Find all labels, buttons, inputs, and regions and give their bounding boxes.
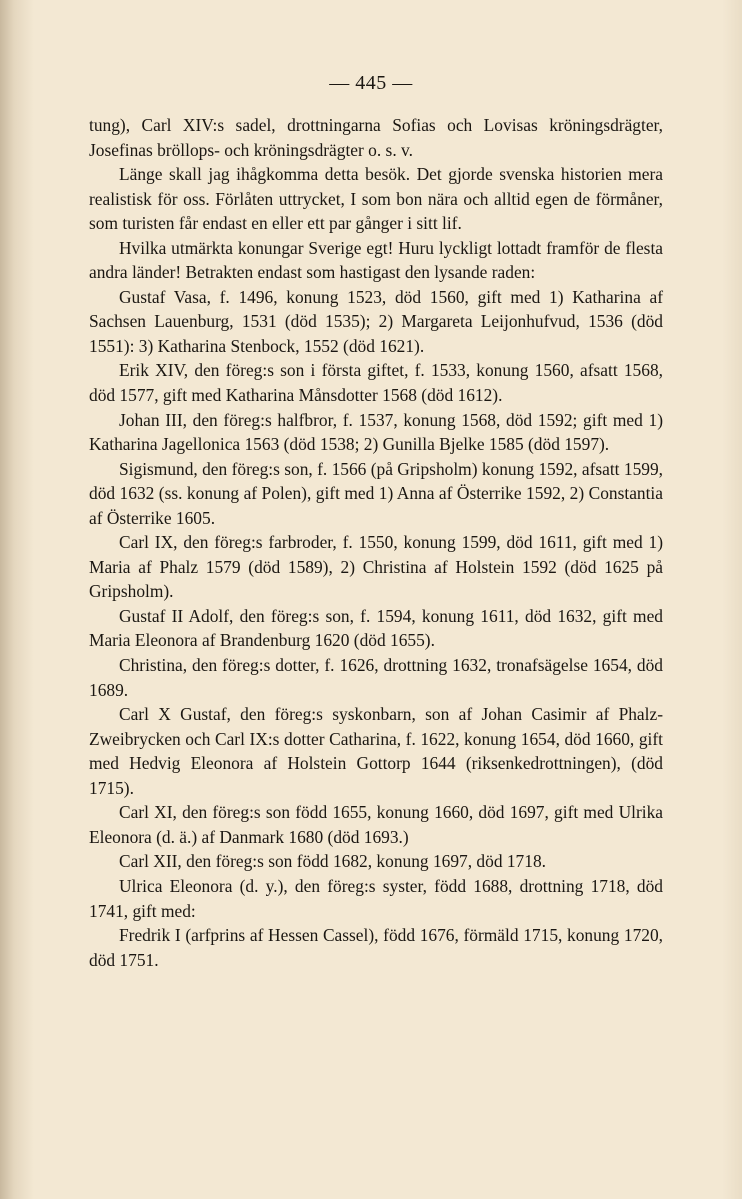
body-text: [89, 113, 663, 972]
paragraph-visit: Länge skall jag ihågkomma detta besök. Det gjorde svenska historien mera realistisk för oss. Förlåten uttrycket, I som bon nära och alltid egen de förmåner, som turisten får endast en eller ett par gånger i sitt lif.: [89, 164, 663, 234]
paragraph-continuation: tung), Carl XIV:s sadel, drottningarna Sofias och Lovisas kröningsdrägter, Josefinas bröllops- och kröningsdrägter o. s. v.: [89, 115, 663, 160]
paragraph-johan-iii: Johan III, den föreg:s halfbror, f. 1537, konung 1568, död 1592; gift med 1) Katharina Jagellonica 1563 (död 1538; 2) Gunilla Bjelke 1585 (död 1597).: [89, 409, 663, 455]
paragraph-fredrik-i: Fredrik I (arfprins af Hessen Cassel), född 1676, förmäld 1715, konung 1720, död 1751.: [89, 925, 663, 970]
paragraph-christina: Christina, den föreg:s dotter, f. 1626, drottning 1632, tronafsägelse 1654, död 1689.: [89, 655, 663, 700]
paragraph-carl-xi: Carl XI, den föreg:s son född 1655, konung 1660, död 1697, gift med Ulrika Eleonora (d. ä.) af Danmark 1680 (död 1693.): [89, 802, 663, 847]
paragraph-gustaf-ii-adolf: Gustaf II Adolf, den föreg:s son, f. 1594, konung 1611, död 1632, gift med Maria Eleonora af Brandenburg 1620 (död 1655).: [89, 605, 663, 651]
paragraph-carl-ix: Carl IX, den föreg:s farbroder, f. 1550, konung 1599, död 1611, gift med 1) Maria af Phalz 1579 (död 1589), 2) Christina af Holstein 1592 (död 1625 på Gripsholm).: [89, 532, 663, 602]
paragraph-kings-intro: Hvilka utmärkta konungar Sverige egt! Huru lyckligt lottadt framför de flesta andra länder! Betrakten endast som hastigast den lysande raden:: [89, 237, 663, 283]
paragraph-carl-x-gustaf: Carl X Gustaf, den föreg:s syskonbarn, son af Johan Casimir af Phalz-Zweibrycken och Carl IX:s dotter Catharina, f. 1622, konung 1654, död 1660, gift med Hedvig Eleonora af Holstein Gottorp 1644 (riksenkedrottningen), (död 1715).: [89, 704, 663, 798]
paragraph-sigismund: Sigismund, den föreg:s son, f. 1566 (på Gripsholm) konung 1592, afsatt 1599, död 1632 (ss. konung af Polen), gift med 1) Anna af Österrike 1592, 2) Constantia af Österrike 1605.: [89, 458, 663, 528]
paragraph-ulrica-eleonora: Ulrica Eleonora (d. y.), den föreg:s syster, född 1688, drottning 1718, död 1741, gift med:: [89, 875, 663, 921]
paragraph-erik-xiv: Erik XIV, den föreg:s son i första giftet, f. 1533, konung 1560, afsatt 1568, död 1577, gift med Katharina Månsdotter 1568 (död 1612).: [89, 360, 663, 406]
page-number: — 445 —: [329, 72, 413, 94]
paragraph-gustaf-vasa: Gustaf Vasa, f. 1496, konung 1523, död 1560, gift med 1) Katharina af Sachsen Lauenburg, 1531 (död 1535); 2) Margareta Leijonhufvud, 1536 (död 1551): 3) Katharina Stenbock, 1552 (död 1621).: [89, 286, 663, 356]
paragraph-carl-xii: Carl XII, den föreg:s son född 1682, konung 1697, död 1718.: [119, 851, 546, 872]
